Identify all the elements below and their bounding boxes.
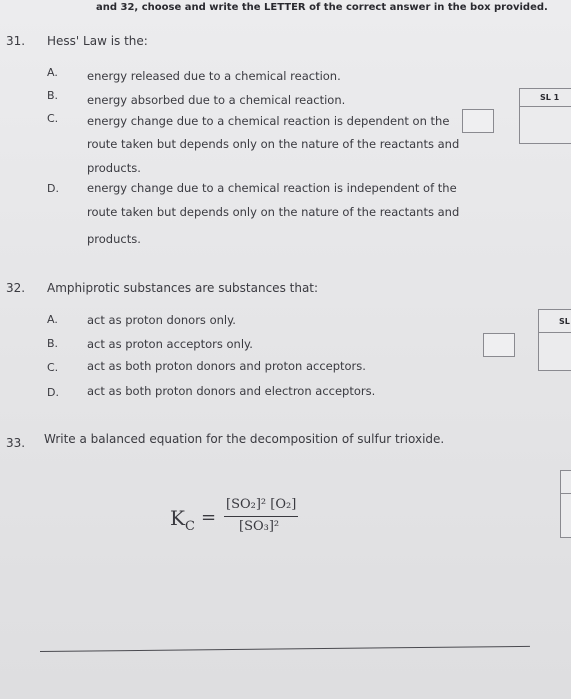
q32-option-c-letter: C. (47, 361, 59, 374)
q32-answer-box[interactable] (483, 333, 515, 357)
q31-option-d-text-line2: route taken but depends only on the nature of the reactants and (87, 205, 460, 219)
question-32-text: Amphiprotic substances are substances that: (47, 281, 319, 295)
instructions-text: and 32, choose and write the LETTER of the correct answer in the box provided. (96, 2, 548, 13)
question-31-text: Hess' Law is the: (47, 34, 148, 48)
q31-option-b-text: energy absorbed due to a chemical reaction. (87, 93, 346, 107)
q32-option-d-letter: D. (47, 386, 59, 399)
q31-score-label: SL 1 (540, 93, 560, 102)
q31-answer-box[interactable] (462, 109, 494, 133)
q31-option-c-letter: C. (47, 112, 59, 125)
kc-k: K (170, 506, 185, 530)
q31-option-c-text-line3: products. (87, 161, 141, 175)
q31-option-c-text-line2: route taken but depends only on the nature of the reactants and (87, 137, 460, 151)
q32-option-c-text: act as both proton donors and proton acceptors. (87, 359, 366, 373)
q32-score-divider (539, 332, 571, 333)
kc-fraction-bar (224, 516, 298, 517)
q31-option-a-letter: A. (47, 66, 58, 79)
q31-option-c-text-line1: energy change due to a chemical reaction is dependent on the (87, 114, 450, 128)
kc-numerator: [SO₂]² [O₂] (226, 497, 297, 512)
question-33-number: 33. (6, 436, 26, 450)
q33-answer-line[interactable] (40, 646, 530, 652)
q33-score-box (560, 470, 571, 538)
question-32-number: 32. (6, 281, 26, 295)
q32-option-d-text: act as both proton donors and electron acceptors. (87, 384, 376, 398)
q31-option-d-letter: D. (47, 182, 59, 195)
kc-symbol (170, 506, 195, 534)
q33-score-divider (561, 493, 571, 494)
q31-option-d-text-line3: products. (87, 232, 141, 246)
question-33-text: Write a balanced equation for the decomposition of sulfur trioxide. (44, 432, 445, 446)
kc-denominator: [SO₃]² (239, 519, 280, 534)
q32-score-box (538, 309, 571, 371)
q31-score-divider (520, 106, 571, 107)
q31-score-box (519, 88, 571, 144)
q32-option-a-text: act as proton donors only. (87, 313, 236, 327)
q32-option-b-letter: B. (47, 337, 59, 350)
q32-score-label: SL (559, 317, 570, 326)
q32-option-a-letter: A. (47, 313, 58, 326)
question-31-number: 31. (6, 34, 26, 48)
q32-option-b-text: act as proton acceptors only. (87, 337, 253, 351)
kc-subscript: C (184, 519, 195, 534)
q31-option-d-text-line1: energy change due to a chemical reaction is independent of the (87, 181, 457, 195)
q31-option-b-letter: B. (47, 89, 59, 102)
kc-equals: = (201, 507, 217, 528)
q31-option-a-text: energy released due to a chemical reaction. (87, 69, 341, 83)
